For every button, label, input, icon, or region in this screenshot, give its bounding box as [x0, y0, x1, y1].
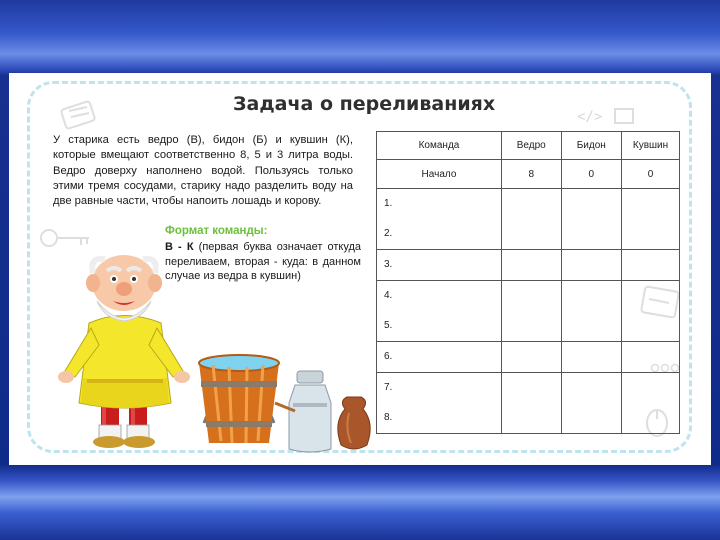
key-doodle-icon — [37, 225, 97, 251]
table-cell[interactable] — [561, 250, 622, 281]
table-cell[interactable] — [501, 250, 561, 281]
milk-can-figure — [275, 371, 331, 452]
header-jug: Кувшин — [622, 132, 680, 160]
table-row — [377, 342, 680, 373]
table-cell[interactable] — [561, 281, 622, 342]
table-cell[interactable] — [561, 189, 622, 250]
table-cell[interactable] — [622, 281, 680, 342]
step-label: 4. — [384, 290, 393, 301]
format-heading: Формат команды: — [165, 225, 268, 237]
table-cell[interactable] — [622, 373, 680, 434]
command-table — [376, 131, 680, 434]
svg-text:</>: </> — [577, 109, 603, 125]
start-label: Начало — [377, 160, 502, 189]
table-header-row — [377, 132, 680, 160]
slide — [9, 73, 711, 465]
table-row — [377, 250, 680, 281]
format-explanation: (первая буква означает откуда переливаем, вторая - куда: в данном случае из ведра в кувшин) — [165, 241, 361, 282]
wooden-bucket-figure — [199, 355, 279, 443]
table-cell[interactable] — [622, 342, 680, 373]
table-row — [377, 189, 680, 250]
step-label: 7. — [384, 382, 393, 393]
step-label: 6. — [384, 351, 393, 362]
table-cell[interactable] — [501, 373, 561, 434]
start-jug: 0 — [622, 160, 680, 189]
table-cell[interactable] — [622, 250, 680, 281]
table-cell[interactable] — [501, 189, 561, 250]
table-cell[interactable] — [501, 281, 561, 342]
header-bucket: Ведро — [501, 132, 561, 160]
pencil-doodle-icon — [57, 99, 107, 133]
step-label: 1. — [384, 198, 393, 209]
header-command: Команда — [377, 132, 502, 160]
table-cell[interactable] — [501, 342, 561, 373]
table-cell[interactable] — [561, 373, 622, 434]
start-bucket: 8 — [501, 160, 561, 189]
problem-statement: У старика есть ведро (В), бидон (Б) и кувшин (К), которые вмещают соответственно 8, 5 и 3 литра воды. Ведро доверху наполнено водой. Пользуясь только этими тремя сосудами, старику надо разделить воду на две равные части, чтобы напоить лошадь и корову. — [53, 134, 353, 208]
table-cell[interactable] — [622, 189, 680, 250]
table-cell[interactable] — [561, 342, 622, 373]
format-code: В - К — [165, 241, 194, 253]
page-title: Задача о переливаниях — [233, 93, 496, 115]
step-label: 5. — [384, 320, 393, 331]
table-row-start — [377, 160, 680, 189]
old-man-figure — [58, 255, 190, 448]
step-label: 2. — [384, 228, 393, 239]
start-can: 0 — [561, 160, 622, 189]
clay-jug-figure — [338, 397, 370, 449]
table-row — [377, 281, 680, 342]
step-label: 8. — [384, 412, 393, 423]
header-can: Бидон — [561, 132, 622, 160]
step-label: 3. — [384, 259, 393, 270]
table-row — [377, 373, 680, 434]
illustration — [49, 253, 379, 465]
